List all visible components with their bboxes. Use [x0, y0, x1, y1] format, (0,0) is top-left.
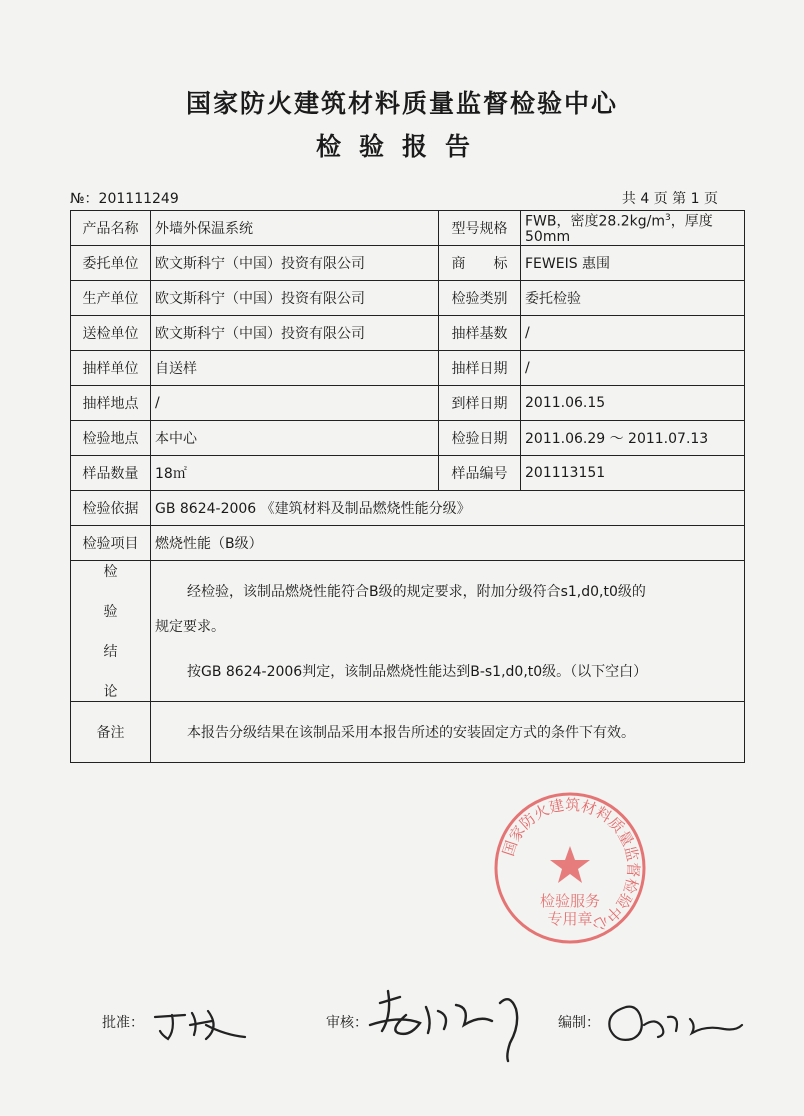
conclusion-label-char: 结	[103, 644, 118, 660]
seal-star-icon	[550, 846, 590, 883]
review-signature	[360, 985, 540, 1065]
basis-value: GB 8624-2006 《建筑材料及制品燃烧性能分级》	[151, 491, 745, 526]
test-type-label: 检验类别	[439, 281, 521, 316]
sample-place-label: 抽样地点	[71, 386, 151, 421]
brand-label: 商 标	[439, 246, 521, 281]
manufacturer-value: 欧文斯科宁（中国）投资有限公司	[151, 281, 439, 316]
approve-signature	[150, 1005, 260, 1045]
sample-no-label: 样品编号	[439, 456, 521, 491]
sample-no-value: 201113151	[521, 456, 745, 491]
seal-center-text-1: 检验服务	[539, 892, 601, 910]
remarks-text: 本报告分级结果在该制品采用本报告所述的安装固定方式的条件下有效。	[151, 702, 745, 763]
sample-base-value: /	[521, 316, 745, 351]
sample-base-label: 抽样基数	[439, 316, 521, 351]
table-row	[71, 491, 745, 526]
table-row	[71, 456, 745, 491]
test-place-label: 检验地点	[71, 421, 151, 456]
table-row	[71, 246, 745, 281]
table-row	[71, 281, 745, 316]
model-line1-sup: 3	[665, 213, 671, 224]
product-name-label: 产品名称	[71, 211, 151, 246]
report-table	[70, 210, 745, 763]
review-label: 审核：	[326, 1015, 368, 1031]
arrival-date-label: 到样日期	[439, 386, 521, 421]
conclusion-label-char: 检	[103, 564, 118, 580]
sampler-value: 自送样	[151, 351, 439, 386]
test-date-label: 检验日期	[439, 421, 521, 456]
remarks-label: 备注	[71, 702, 151, 763]
model-line1-a: FWB，密度28.2kg/m	[525, 213, 666, 230]
model-line2: 50mm	[525, 228, 571, 245]
conclusion-row	[71, 561, 745, 702]
test-place-value: 本中心	[151, 421, 439, 456]
model-value	[521, 211, 745, 246]
product-name-value: 外墙外保温系统	[151, 211, 439, 246]
item-label: 检验项目	[71, 526, 151, 561]
conclusion-label	[71, 561, 151, 702]
seal-stamp	[490, 788, 650, 948]
item-value: 燃烧性能（B级）	[151, 526, 745, 561]
compile-signature	[596, 995, 746, 1055]
client-label: 委托单位	[71, 246, 151, 281]
model-line1-b: ，厚度	[670, 213, 713, 230]
conclusion-text-2: 规定要求。	[155, 619, 225, 635]
test-date-value: 2011.06.29 ～ 2011.07.13	[521, 421, 745, 456]
basis-label: 检验依据	[71, 491, 151, 526]
table-row	[71, 211, 745, 246]
sample-date-label: 抽样日期	[439, 351, 521, 386]
table-row	[71, 421, 745, 456]
table-row	[71, 386, 745, 421]
test-type-value: 委托检验	[521, 281, 745, 316]
conclusion-label-char: 验	[103, 604, 118, 620]
sample-place-value: /	[151, 386, 439, 421]
conclusion-text-3: 按GB 8624-2006判定，该制品燃烧性能达到B-s1,d0,t0级。（以下空白）	[187, 664, 648, 680]
conclusion-content	[151, 561, 745, 702]
sample-date-value: /	[521, 351, 745, 386]
brand-value: FEWEIS 惠围	[521, 246, 745, 281]
compile-label: 编制：	[558, 1015, 600, 1031]
submitter-value: 欧文斯科宁（中国）投资有限公司	[151, 316, 439, 351]
conclusion-label-char: 论	[103, 684, 118, 700]
report-number: №：201111249	[70, 191, 179, 207]
manufacturer-label: 生产单位	[71, 281, 151, 316]
page-info: 共 4 页 第 1 页	[621, 191, 718, 207]
quantity-value: 18㎡	[151, 456, 439, 491]
approve-label: 批准：	[102, 1015, 144, 1031]
seal-center-text-2: 专用章	[547, 910, 593, 928]
report-title: 国家防火建筑材料质量监督检验中心	[185, 89, 618, 118]
conclusion-text-1: 经检验，该制品燃烧性能符合B级的规定要求，附加分级符合s1,d0,t0级的	[187, 584, 646, 600]
report-subtitle: 检验报告	[315, 132, 488, 161]
arrival-date-value: 2011.06.15	[521, 386, 745, 421]
seal-ring-text: 国家防火建筑材料质量监督检验中心	[499, 795, 643, 935]
remarks-row	[71, 702, 745, 763]
table-row	[71, 316, 745, 351]
client-value: 欧文斯科宁（中国）投资有限公司	[151, 246, 439, 281]
quantity-label: 样品数量	[71, 456, 151, 491]
table-row	[71, 351, 745, 386]
model-label: 型号规格	[439, 211, 521, 246]
sampler-label: 抽样单位	[71, 351, 151, 386]
table-row	[71, 526, 745, 561]
submitter-label: 送检单位	[71, 316, 151, 351]
